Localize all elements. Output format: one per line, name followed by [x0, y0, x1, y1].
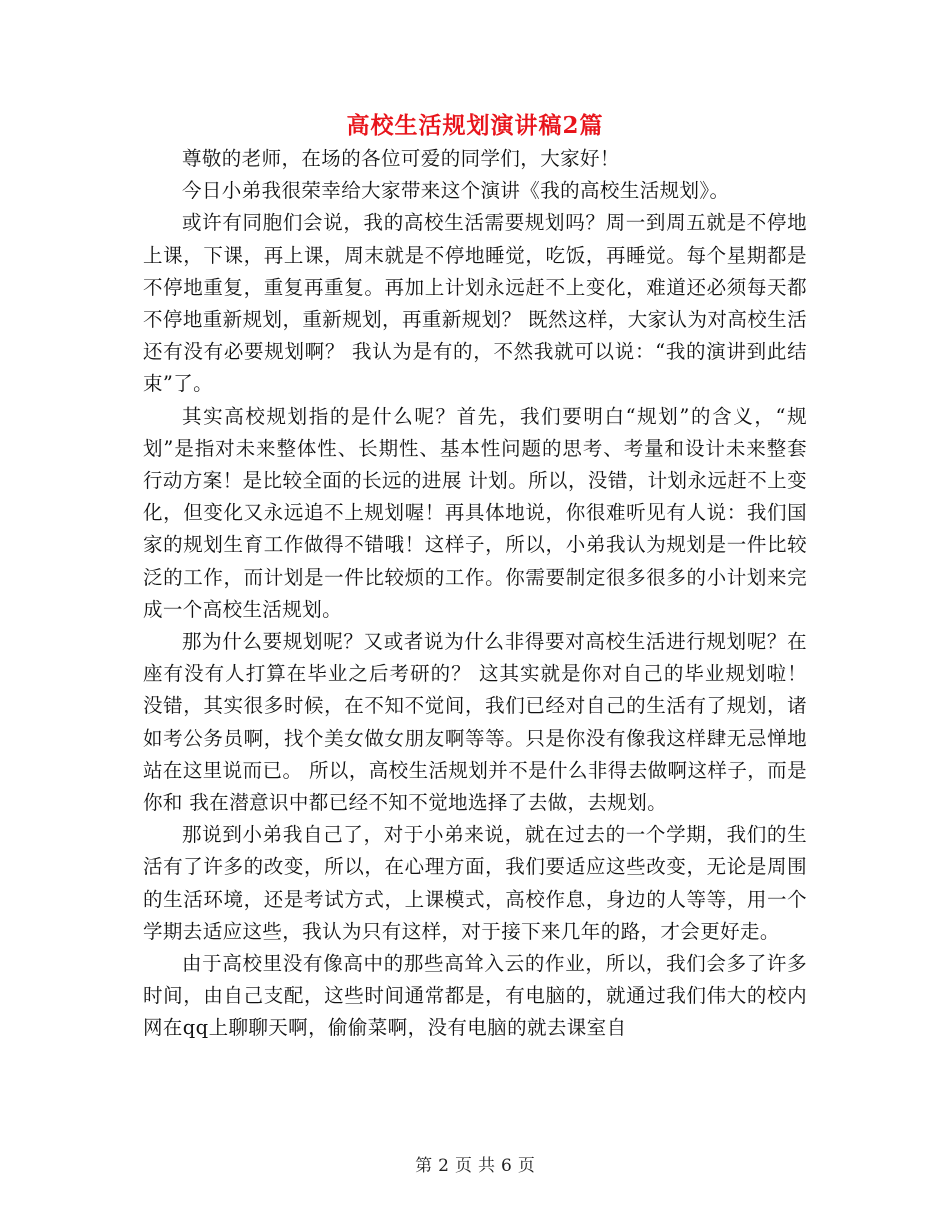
footer-total-unit: 页 — [517, 1156, 535, 1176]
paragraph-why-plan: 那为什么要规划呢？又或者说为什么非得要对高校生活进行规划呢？在座有没有人打算在毕业之后考研的？ 这其实就是你对自己的毕业规划啦！ 没错，其实很多时候，在不知不觉间，我们已经对自己的生活有了规划，诸如考公务员啊，找个美女做女朋友啊等等。只是你没有像我这样肆无忌惮地站在这里说而已。 所以，高校生活规划并不是什么非得去做啊这样子，而是你和 我在潜意识中都已经不知不觉地选择了去做，去规划。 — [143, 630, 807, 815]
footer-page-unit: 页 — [455, 1156, 472, 1176]
paragraph-question: 或许有同胞们会说，我的高校生活需要规划吗？周一到周五就是不停地上课，下课，再上课，周末就是不停地睡觉，吃饭，再睡觉。每个星期都是不停地重复，重复再重复。再加上计划永远赶不上变化，难道还必须每天都不停地重新规划，重新规划，再重新规划？ 既然这样，大家认为对高校生活还有没有必要规划啊？ 我认为是有的，不然我就可以说：“我的演讲到此结束”了。 — [143, 211, 807, 396]
footer-total-pages: 6 — [501, 1156, 512, 1176]
footer-prefix: 第 — [415, 1156, 433, 1176]
footer-total-prefix: 共 — [478, 1156, 495, 1176]
document-title: 高校生活规划演讲稿2篇 — [346, 112, 604, 139]
paragraph-intro: 今日小弟我很荣幸给大家带来这个演讲《我的高校生活规划》。 — [182, 179, 730, 203]
page-footer — [0, 1154, 950, 1178]
paragraph-definition: 其实高校规划指的是什么呢？首先，我们要明白“规划”的含义，“规划”是指对未来整体性、长期性、基本性问题的思考、考量和设计未来整套行动方案！是比较全面的长远的进展 计划。所以，没错，计划永远赶不上变化，但变化又永远追不上规划喔！再具体地说，你很难听见有人说：我们国家的规划生育工作做得不错哦！这样子，所以，小弟我认为规划是一件比较泛的工作，而计划是一件比较烦的工作。你需要制定很多很多的小计划来完成一个高校生活规划。 — [143, 404, 807, 621]
document-body — [143, 143, 807, 1045]
paragraph-free-time: 由于高校里没有像高中的那些高耸入云的作业，所以，我们会多了许多时间，由自己支配，这些时间通常都是，有电脑的，就通过我们伟大的校内网在qq上聊聊天啊，偷偷菜啊，没有电脑的就去课室自 — [143, 952, 807, 1040]
footer-page-number: 2 — [438, 1156, 449, 1176]
paragraph-greeting: 尊敬的老师，在场的各位可爱的同学们，大家好！ — [182, 147, 620, 170]
paragraph-personal: 那说到小弟我自己了，对于小弟来说，就在过去的一个学期，我们的生活有了许多的改变，所以，在心理方面，我们要适应这些改变，无论是周围的生活环境，还是考试方式，上课模式，高校作息，身边的人等等，用一个学期去适应这些，我认为只有这样，对于接下来几年的路，才会更好走。 — [143, 823, 807, 943]
